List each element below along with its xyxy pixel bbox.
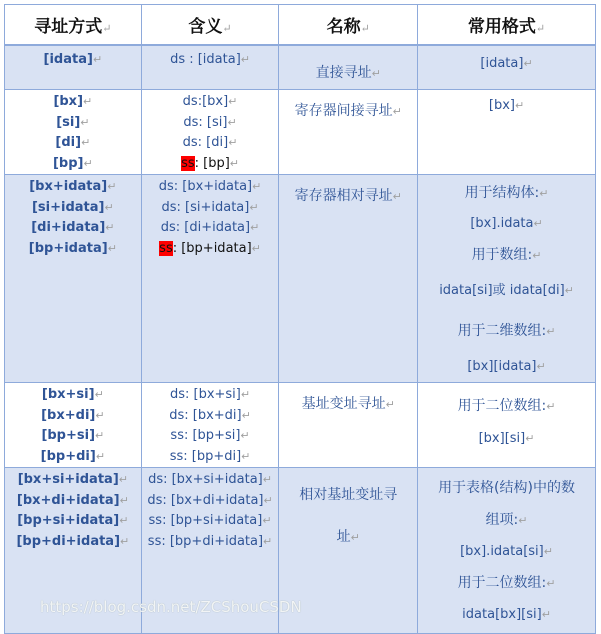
meaning-text bbox=[142, 239, 279, 260]
segment-register: ss bbox=[169, 448, 184, 464]
header-format-label: 常用格式 ↵ bbox=[468, 17, 545, 37]
mode-text: [di+idata] ↵ bbox=[5, 218, 141, 239]
offset-expr: : [bp] bbox=[194, 155, 230, 171]
name-cell bbox=[279, 383, 418, 468]
segment-register: ds bbox=[182, 135, 198, 150]
segment-register: ds bbox=[170, 52, 186, 67]
segment-register: ds bbox=[183, 114, 199, 130]
offset-expr: : [bx+di] bbox=[184, 407, 242, 423]
mode-text: [bp+si] ↵ bbox=[5, 426, 141, 447]
segment-register: ss bbox=[170, 428, 184, 443]
mode-cell bbox=[5, 175, 142, 383]
format-text: [idata] ↵ bbox=[418, 54, 595, 74]
format-text: idata[bx][si] ↵ bbox=[418, 600, 595, 630]
addressing-modes-table bbox=[4, 4, 596, 634]
offset-expr: : [bp+si] bbox=[183, 428, 241, 443]
format-text: 组项: ↵ bbox=[418, 504, 595, 537]
offset-expr: : [di] bbox=[197, 135, 229, 150]
meaning-text bbox=[142, 532, 279, 553]
meaning-text bbox=[142, 113, 279, 134]
offset-expr: : [di+idata] bbox=[175, 220, 251, 235]
meaning-text bbox=[142, 154, 279, 175]
offset-expr: : [si] bbox=[198, 114, 228, 130]
header-name bbox=[279, 5, 418, 46]
meaning-cell bbox=[141, 45, 279, 90]
meaning-cell bbox=[141, 90, 279, 175]
header-meaning bbox=[141, 5, 279, 46]
meaning-text bbox=[142, 406, 279, 427]
name-text: 寄存器间接寻址 ↵ bbox=[279, 96, 417, 127]
segment-register: ds bbox=[169, 387, 185, 402]
header-format bbox=[418, 5, 596, 46]
offset-expr: : [idata] bbox=[185, 52, 241, 67]
mode-text: [bx+si+idata] ↵ bbox=[5, 470, 141, 491]
format-text: 用于二位数组: ↵ bbox=[418, 567, 595, 600]
table-row bbox=[5, 383, 596, 468]
name-text: 基址变址寻址 ↵ bbox=[279, 389, 417, 420]
format-text: [bx].idata[si] ↵ bbox=[418, 537, 595, 567]
format-cell bbox=[418, 175, 596, 383]
offset-expr: : [bp+di] bbox=[183, 448, 242, 464]
mode-text: [bp+idata] ↵ bbox=[5, 239, 141, 260]
meaning-cell bbox=[141, 383, 279, 468]
meaning-text bbox=[142, 447, 279, 468]
mode-text: [bx+di+idata] ↵ bbox=[5, 491, 141, 512]
meaning-text bbox=[142, 50, 279, 71]
format-cell bbox=[418, 45, 596, 90]
segment-register: ds bbox=[147, 492, 163, 508]
header-meaning-label: 含义 ↵ bbox=[188, 17, 231, 37]
table-body bbox=[5, 45, 596, 634]
segment-register: ds bbox=[169, 407, 185, 423]
mode-text: [bx+idata] ↵ bbox=[5, 177, 141, 198]
segment-register: ds bbox=[161, 199, 177, 215]
offset-expr: : [si+idata] bbox=[176, 199, 250, 215]
mode-text: [idata] ↵ bbox=[5, 50, 141, 71]
table-row bbox=[5, 175, 596, 383]
offset-expr: : [bx+di+idata] bbox=[162, 492, 264, 508]
meaning-text bbox=[142, 470, 279, 491]
mode-text: [di] ↵ bbox=[5, 133, 141, 154]
format-cell bbox=[418, 468, 596, 634]
name-cell bbox=[279, 90, 418, 175]
segment-register: ds bbox=[158, 179, 174, 194]
mode-text: [bp+si+idata] ↵ bbox=[5, 511, 141, 532]
segment-register: ss bbox=[148, 513, 163, 528]
name-cell bbox=[279, 175, 418, 383]
table-row bbox=[5, 45, 596, 90]
offset-expr: : [bx+si] bbox=[184, 387, 241, 402]
header-mode bbox=[5, 5, 142, 46]
segment-register: ss bbox=[181, 155, 195, 171]
header-mode-label: 寻址方式 ↵ bbox=[34, 17, 111, 37]
format-text: 用于二位数组: ↵ bbox=[418, 391, 595, 422]
format-text: [bx].idata ↵ bbox=[418, 208, 595, 240]
header-row bbox=[5, 5, 596, 46]
watermark: https://blog.csdn.net/ZCShouCSDN bbox=[40, 598, 302, 616]
name-text: 直接寻址 ↵ bbox=[279, 58, 417, 89]
mode-text: [bx+si] ↵ bbox=[5, 385, 141, 406]
meaning-text bbox=[142, 198, 279, 219]
format-text: 用于二维数组: ↵ bbox=[418, 311, 595, 352]
format-text: [bx] ↵ bbox=[418, 96, 595, 116]
name-text: 寄存器相对寻址 ↵ bbox=[279, 181, 417, 212]
segment-register: ss bbox=[159, 240, 173, 256]
meaning-text bbox=[142, 511, 279, 532]
meaning-text bbox=[142, 385, 279, 406]
format-text: 用于结构体: ↵ bbox=[418, 179, 595, 208]
offset-expr: : [bp+di+idata] bbox=[161, 533, 264, 549]
format-text: 用于表格(结构)中的数 bbox=[438, 480, 575, 496]
header-name-label: 名称 ↵ bbox=[327, 17, 370, 37]
table-row bbox=[5, 90, 596, 175]
offset-expr: : [bx+idata] bbox=[173, 179, 253, 194]
mode-text: [si+idata] ↵ bbox=[5, 198, 141, 219]
meaning-cell bbox=[141, 175, 279, 383]
mode-text: [bx+di] ↵ bbox=[5, 406, 141, 427]
mode-cell bbox=[5, 383, 142, 468]
segment-register: ds bbox=[182, 94, 198, 109]
format-text: [bx][idata] ↵ bbox=[418, 352, 595, 382]
name-cell bbox=[279, 45, 418, 90]
mode-text: [si] ↵ bbox=[5, 113, 141, 134]
mode-text: [bx] ↵ bbox=[5, 92, 141, 113]
meaning-text bbox=[142, 133, 279, 154]
name-text: 相对基址变址寻 bbox=[299, 487, 398, 503]
segment-register: ss bbox=[147, 533, 162, 549]
segment-register: ds bbox=[160, 220, 176, 235]
format-cell bbox=[418, 90, 596, 175]
mode-cell bbox=[5, 45, 142, 90]
format-text: idata[si]或 idata[di] ↵ bbox=[418, 271, 595, 311]
mode-cell bbox=[5, 90, 142, 175]
meaning-text bbox=[142, 218, 279, 239]
offset-expr: : [bx+si+idata] bbox=[163, 472, 263, 487]
meaning-text bbox=[142, 426, 279, 447]
format-cell bbox=[418, 383, 596, 468]
format-text: [bx][si] ↵ bbox=[418, 422, 595, 456]
mode-text: [bp+di] ↵ bbox=[5, 447, 141, 468]
offset-expr: : [bp+idata] bbox=[172, 240, 252, 256]
offset-expr: :[bx] bbox=[197, 94, 229, 109]
meaning-text bbox=[142, 177, 279, 198]
meaning-text bbox=[142, 92, 279, 113]
format-text: 用于数组: ↵ bbox=[418, 240, 595, 271]
mode-text: [bp+di+idata] ↵ bbox=[5, 532, 141, 553]
name-text: 址 ↵ bbox=[279, 516, 417, 559]
offset-expr: : [bp+si+idata] bbox=[162, 513, 263, 528]
mode-text: [bp] ↵ bbox=[5, 154, 141, 175]
meaning-text bbox=[142, 491, 279, 512]
segment-register: ds bbox=[148, 472, 164, 487]
